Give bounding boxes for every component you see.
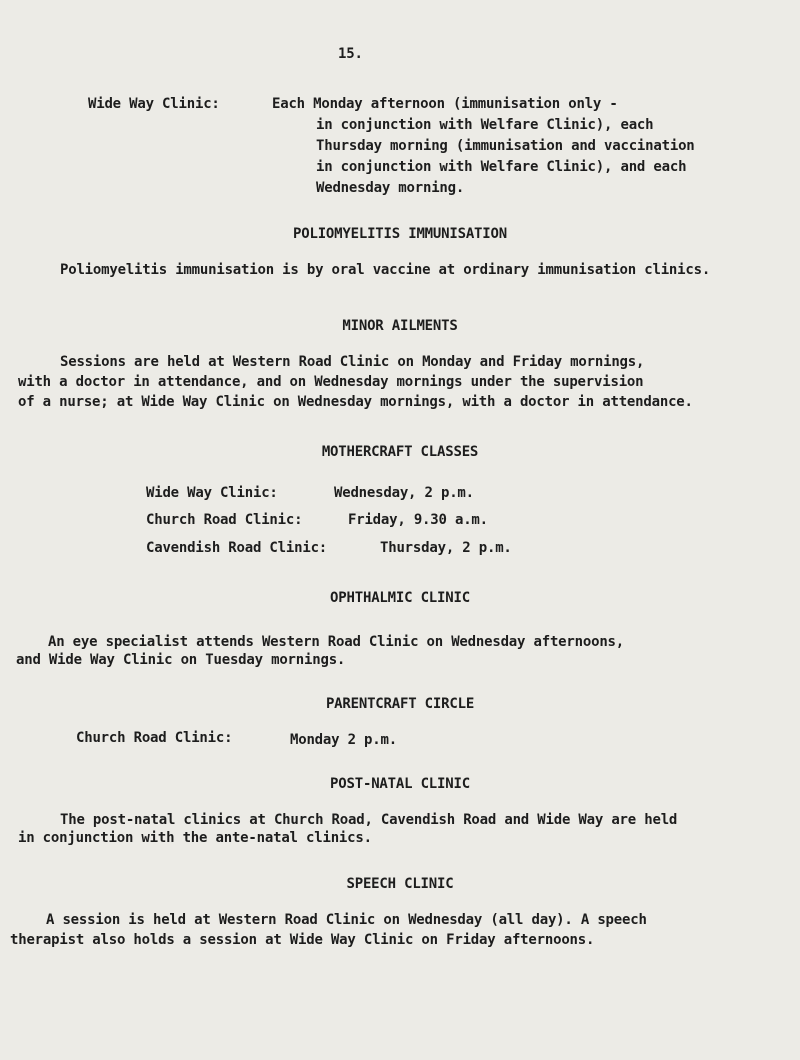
wide-way-line: Each Monday afternoon (immunisation only - xyxy=(272,96,618,112)
mothercraft-time: Friday, 9.30 a.m. xyxy=(348,512,488,528)
mothercraft-time: Thursday, 2 p.m. xyxy=(380,540,512,556)
minor-ailments-line: with a doctor in attendance, and on Wednesday mornings under the supervision xyxy=(18,374,644,390)
wide-way-line: Thursday morning (immunisation and vaccination xyxy=(316,138,695,154)
mothercraft-clinic: Wide Way Clinic: xyxy=(146,485,278,501)
speech-line: A session is held at Western Road Clinic on Wednesday (all day). A speech xyxy=(46,912,647,928)
post-natal-line: The post-natal clinics at Church Road, Cavendish Road and Wide Way are held xyxy=(60,812,678,828)
polio-heading: POLIOMYELITIS IMMUNISATION xyxy=(293,226,507,242)
minor-ailments-line: Sessions are held at Western Road Clinic on Monday and Friday mornings, xyxy=(60,354,645,370)
speech-heading: SPEECH CLINIC xyxy=(346,876,454,892)
wide-way-line: in conjunction with Welfare Clinic), each xyxy=(316,117,654,133)
mothercraft-clinic: Cavendish Road Clinic: xyxy=(146,540,328,556)
polio-text: Poliomyelitis immunisation is by oral vaccine at ordinary immunisation clinics. xyxy=(60,262,711,278)
post-natal-heading: POST-NATAL CLINIC xyxy=(330,776,470,792)
parentcraft-heading: PARENTCRAFT CIRCLE xyxy=(325,696,475,712)
ophthalmic-line: An eye specialist attends Western Road Clinic on Wednesday afternoons, xyxy=(48,634,625,650)
ophthalmic-heading: OPHTHALMIC CLINIC xyxy=(330,590,470,606)
parentcraft-time: Monday 2 p.m. xyxy=(290,732,397,748)
mothercraft-clinic: Church Road Clinic: xyxy=(146,512,303,528)
mothercraft-heading: MOTHERCRAFT CLASSES xyxy=(321,444,479,460)
wide-way-line: Wednesday morning. xyxy=(316,180,465,196)
mothercraft-time: Wednesday, 2 p.m. xyxy=(334,485,474,501)
minor-ailments-heading: MINOR AILMENTS xyxy=(342,318,458,334)
page-number: 15. xyxy=(338,46,363,62)
wide-way-label: Wide Way Clinic: xyxy=(88,96,220,112)
ophthalmic-line: and Wide Way Clinic on Tuesday mornings. xyxy=(16,652,346,668)
speech-line: therapist also holds a session at Wide Way Clinic on Friday afternoons. xyxy=(10,932,595,948)
post-natal-line: in conjunction with the ante-natal clinics. xyxy=(18,830,372,846)
wide-way-line: in conjunction with Welfare Clinic), and each xyxy=(316,159,687,175)
minor-ailments-line: of a nurse; at Wide Way Clinic on Wednesday mornings, with a doctor in attendance. xyxy=(18,394,693,410)
parentcraft-clinic: Church Road Clinic: xyxy=(76,730,233,746)
